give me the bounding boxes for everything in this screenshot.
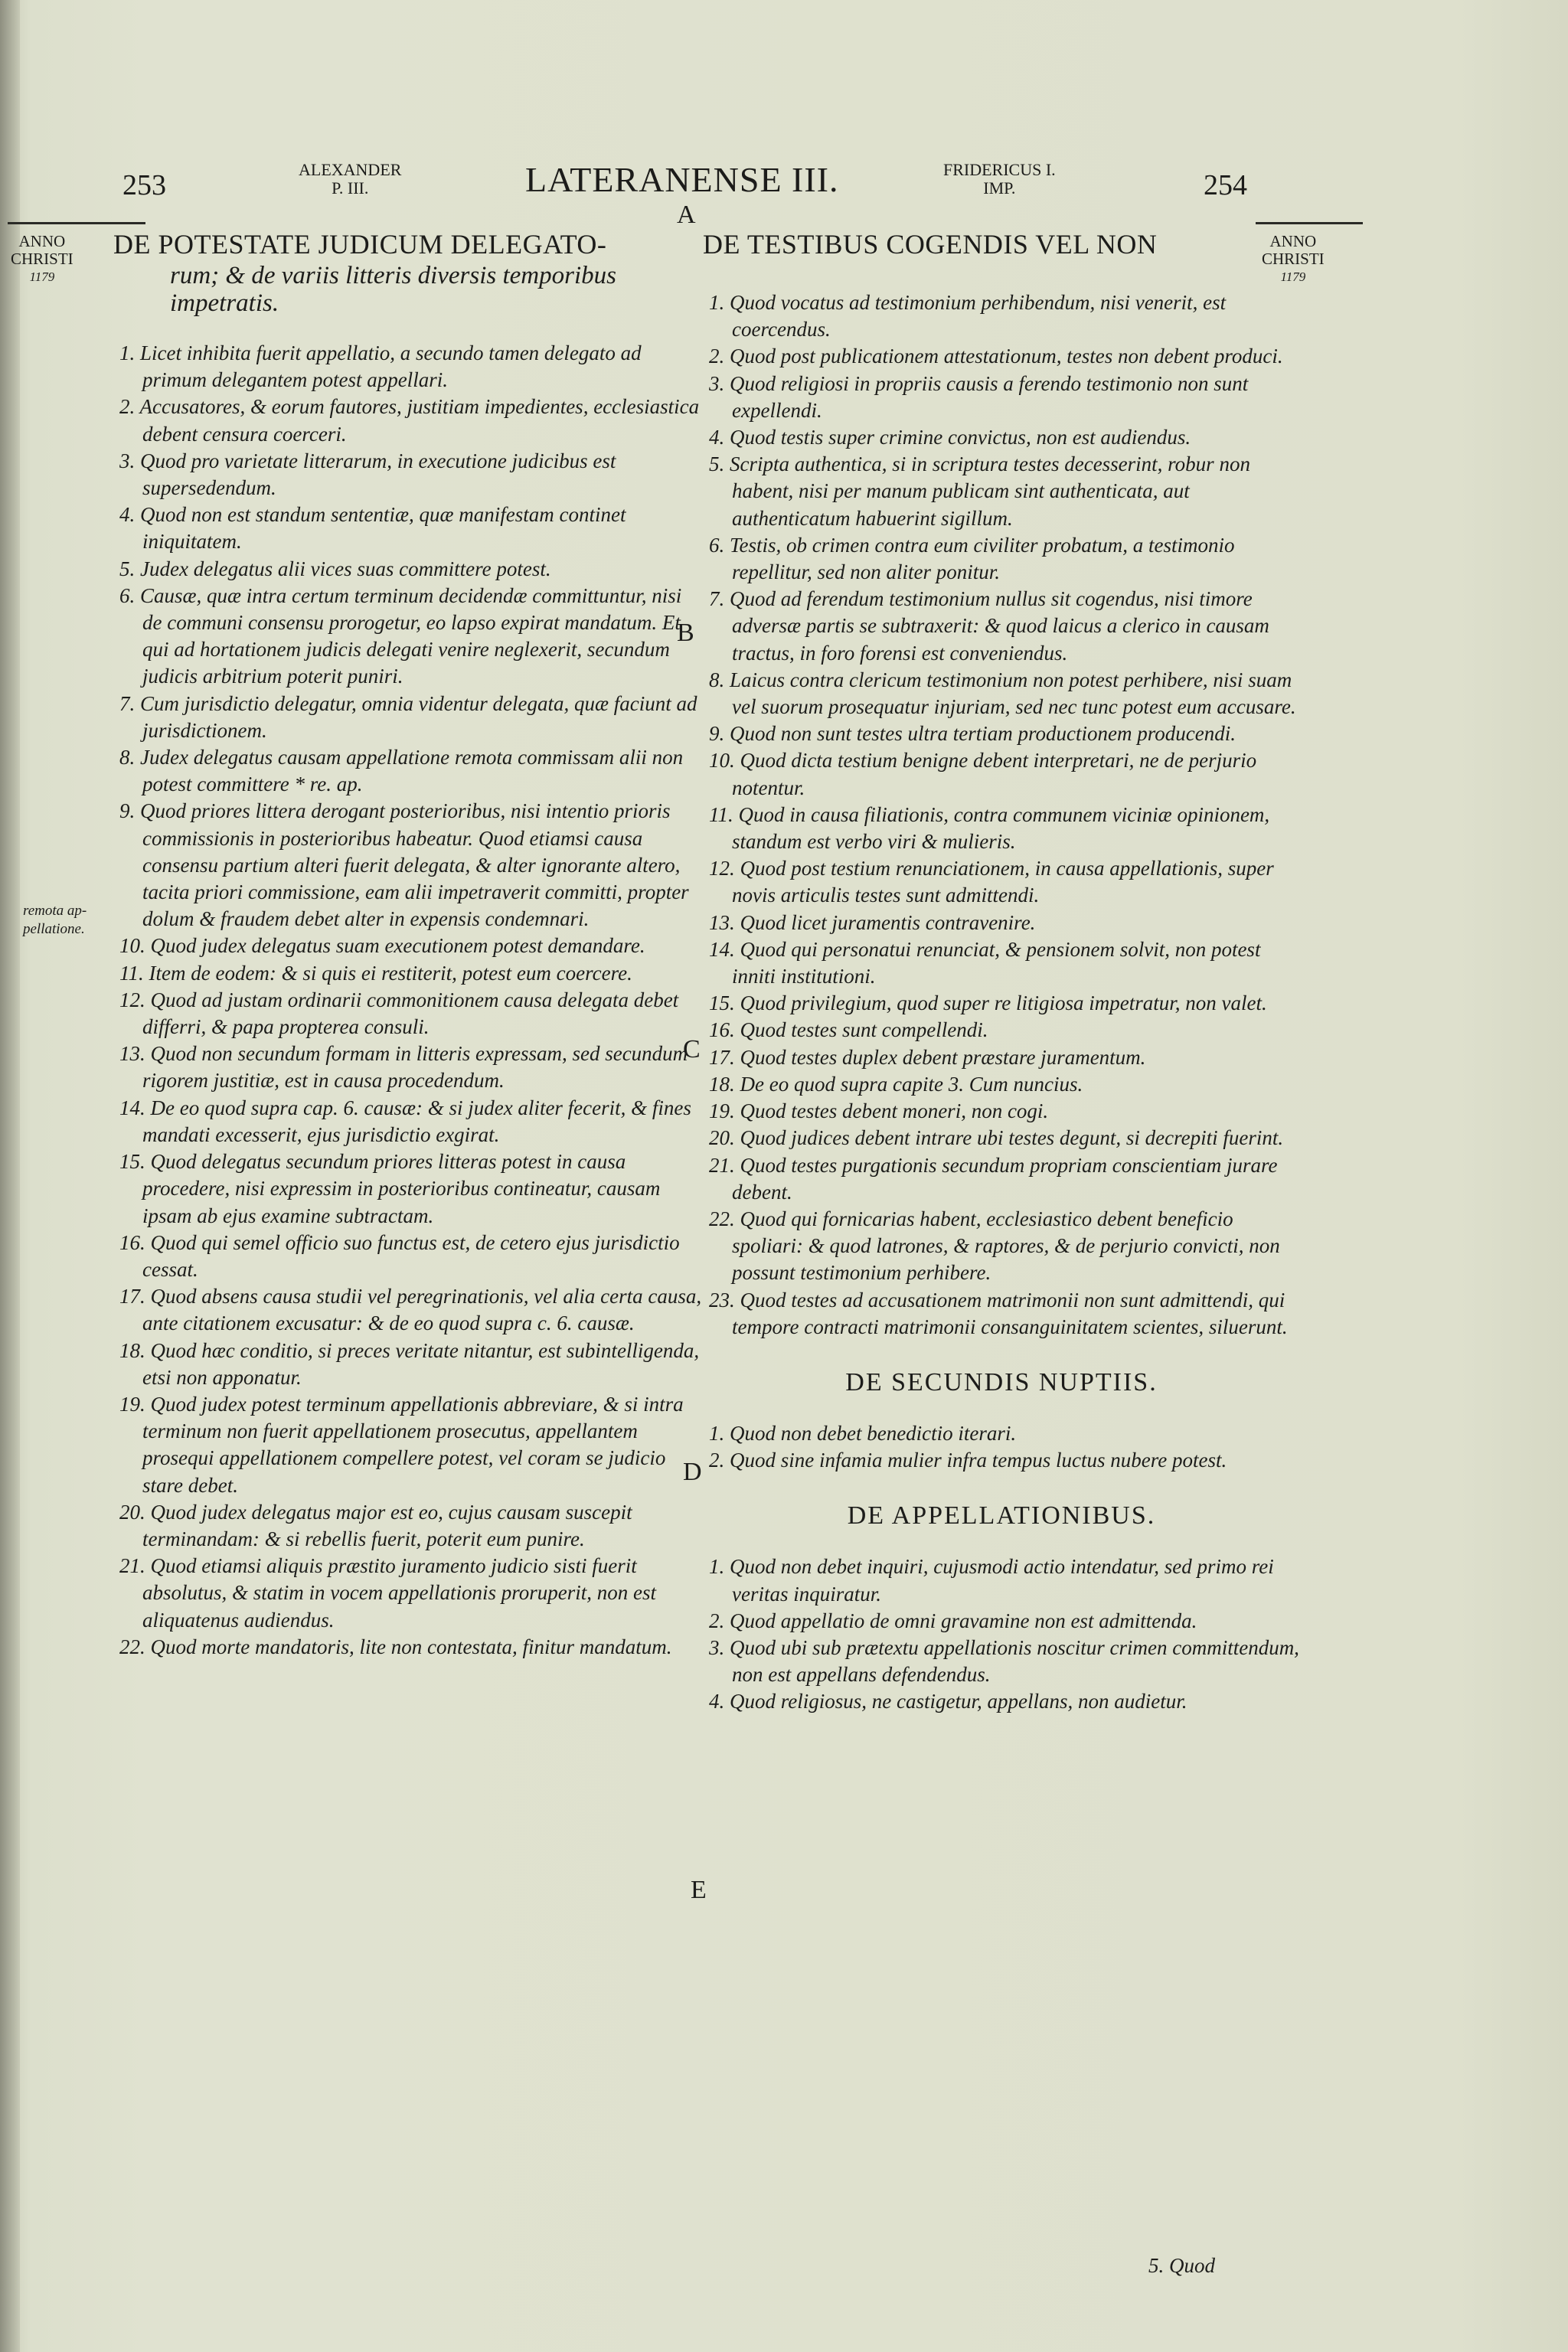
list-item: 1. Quod vocatus ad testimonium perhibendum, nisi venerit, est coercendus.: [709, 291, 1227, 341]
section-subtitle-delegates: rum; & de variis litteris diversis temporibus impetratis.: [170, 262, 616, 317]
list-item: 6. Testis, ob crimen contra eum civiliter probatum, a testimonio repellitur, sed non aliter ponitur.: [709, 533, 1235, 584]
list-item: 3. Quod religiosi in propriis causis a ferendo testimonio non sunt expellendi.: [709, 371, 1249, 422]
list-item: 5. Judex delegatus alii vices suas committere potest.: [119, 557, 551, 580]
list-item: 17. Quod absens causa studii vel peregrinationis, vel alia certa causa, ante citationem excusatur: & de eo quod supra c. 6. causæ.: [119, 1285, 702, 1335]
list-item: 15. Quod delegatus secundum priores litteras potest in causa procedere, nisi expressim in posterioribus contineatur, causam ipsam ab ejus examine subtractam.: [119, 1150, 661, 1227]
list-item: 8. Judex delegatus causam appellatione remota commissam alii non potest committere * re. ap.: [119, 746, 684, 796]
section-title-delegates: DE POTESTATE JUDICUM DELEGATO-: [113, 229, 607, 260]
anno-christi-left: [11, 233, 74, 286]
second-marriage-item-list: [703, 1420, 1300, 1474]
list-item: 2. Quod post publicationem attestationum, testes non debent produci.: [709, 345, 1283, 368]
margin-note: [23, 902, 87, 939]
section-title-second-marriage: DE SECUNDIS NUPTIIS.: [845, 1367, 1158, 1396]
page-number-left: 253: [122, 169, 166, 201]
list-item: 9. Quod non sunt testes ultra tertiam productionem producendi.: [709, 722, 1236, 746]
list-item: 15. Quod privilegium, quod super re litigiosa impetratur, non valet.: [709, 991, 1267, 1015]
council-title: LATERANENSE III.: [525, 160, 839, 199]
section-title-witnesses: DE TESTIBUS COGENDIS VEL NON: [703, 229, 1158, 260]
running-header: [0, 153, 1568, 214]
list-item: 14. Quod qui personatui renunciat, & pensionem solvit, non potest inniti institutioni.: [709, 937, 1261, 988]
year-label: 1179: [29, 270, 55, 284]
list-item: 4. Quod religiosus, ne castigetur, appellans, non audietur.: [709, 1690, 1187, 1713]
list-item: 18. Quod hæc conditio, si preces veritate nitantur, est subintelligenda, etsi non apponatur.: [119, 1338, 700, 1389]
list-item: 14. De eo quod supra cap. 6. causæ: & si judex aliter fecerit, & fines mandati excesserit, ejus jurisdictio exgirat.: [119, 1096, 691, 1146]
right-column: [703, 230, 1300, 1716]
list-item: 13. Quod licet juramentis contravenire.: [709, 910, 1036, 934]
christi-label: CHRISTI: [11, 250, 74, 268]
list-item: 17. Quod testes duplex debent præstare juramentum.: [709, 1045, 1146, 1069]
list-item: 3. Quod pro varietate litterarum, in executione judicibus est supersedendum.: [119, 449, 616, 500]
emperor-name: FRIDERICUS I.: [943, 160, 1056, 179]
list-item: 19. Quod judex potest terminum appellationis abbreviare, & si intra terminum non fuerit appellationem prosecutus, appellantem prosequi appellationem compellere potest, vel coram se judicio stare debet.: [119, 1392, 684, 1497]
book-gutter-shadow: [0, 0, 20, 2352]
list-item: 12. Quod ad justam ordinarii commonitionem causa delegata debet differri, & papa propterea consuli.: [119, 988, 679, 1039]
list-item: 20. Quod judex delegatus major est eo, cujus causam suscepit terminandam: & si rebellis fuerit, poterit eum punire.: [119, 1500, 632, 1550]
list-item: 23. Quod testes ad accusationem matrimonii non sunt admittendi, qui tempore contracti matrimonii consanguinitatem scientes, siluerunt.: [709, 1288, 1288, 1338]
list-item: 2. Quod appellatio de omni gravamine non est admittenda.: [709, 1609, 1197, 1632]
list-item: 10. Quod judex delegatus suam executionem potest demandare.: [119, 934, 645, 958]
list-item: 8. Laicus contra clericum testimonium non potest perhibere, nisi suam vel suorum prosequatur injuriam, sed nec tunc potest eum accusare.: [709, 668, 1296, 719]
header-rule-left: [8, 222, 145, 224]
section-marker-a: A: [677, 201, 696, 229]
list-item: 3. Quod ubi sub prætextu appellationis noscitur crimen committendum, non est appellans defendendus.: [709, 1635, 1299, 1687]
list-item: 7. Cum jurisdictio delegatur, omnia videntur delegata, quæ faciunt ad jurisdictionem.: [119, 691, 697, 742]
list-item: 19. Quod testes debent moneri, non cogi.: [709, 1099, 1049, 1123]
anno-label: ANNO: [1269, 232, 1317, 250]
emperor-heading: [943, 161, 1056, 198]
section-marker-d: D: [683, 1458, 702, 1486]
list-item: 13. Quod non secundum formam in litteris expressam, sed secundum rigorem justitiæ, est in causa procedendum.: [119, 1042, 688, 1093]
section-title-appeals: DE APPELLATIONIBUS.: [847, 1501, 1156, 1530]
list-item: 4. Quod testis super crimine convictus, non est audiendus.: [709, 426, 1191, 449]
list-item: 4. Quod non est standum sententiæ, quæ manifestam continet iniquitatem.: [119, 503, 626, 554]
catchword: 5. Quod: [1148, 2254, 1215, 2277]
list-item: 16. Quod testes sunt compellendi.: [709, 1018, 988, 1042]
list-item: 5. Scripta authentica, si in scriptura testes decesserint, robur non habent, nisi per manum publicam sint authenticata, aut authenticatum habuerint sigillum.: [709, 452, 1250, 530]
section-marker-e: E: [691, 1876, 707, 1904]
pope-number: P. III.: [332, 178, 369, 198]
list-item: 1. Quod non debet inquiri, cujusmodi actio intendatur, sed primo rei veritas inquiratur.: [709, 1555, 1274, 1606]
margin-note-line: remota ap-: [23, 903, 87, 919]
list-item: 11. Item de eodem: & si quis ei restiterit, potest eum coercere.: [119, 961, 632, 985]
list-item: 12. Quod post testium renunciationem, in causa appellationis, super novis articulis testes sunt admittendi.: [709, 857, 1274, 907]
list-item: 20. Quod judices debent intrare ubi testes degunt, si decrepiti fuerint.: [709, 1126, 1284, 1150]
appeals-item-list: [703, 1553, 1300, 1715]
list-item: 22. Quod qui fornicarias habent, ecclesiastico debent beneficio spoliari: & quod latrones, & raptores, & de perjurio convicti, non possunt testimonium perhibere.: [709, 1207, 1280, 1285]
list-item: 22. Quod morte mandatoris, lite non contestata, finitur mandatum.: [119, 1635, 672, 1658]
list-item: 21. Quod etiamsi aliquis præstito juramento judicio sisti fuerit absolutus, & statim in vocem appellationis proruperit, non est aliquatenus audiendus.: [119, 1554, 656, 1632]
header-rule-right: [1256, 222, 1363, 224]
list-item: 9. Quod priores littera derogant posterioribus, nisi intentio prioris commissionis in posterioribus habeatur. Quod etiamsi causa consensu partium alteri fuerit delegata, & alter ignorante altero, tacita priori commissione, eam alii impetraverit committi, propter dolum & fraudem debet alter in expensis condemnari.: [119, 799, 689, 931]
list-item: 2. Accusatores, & eorum fautores, justitiam impedientes, ecclesiastica debent censura coerceri.: [119, 395, 700, 446]
margin-note-line: pellatione.: [23, 921, 85, 937]
emperor-title: IMP.: [983, 178, 1016, 198]
page-number-right: 254: [1204, 169, 1247, 201]
list-item: 10. Quod dicta testium benigne debent interpretari, ne de perjurio notentur.: [709, 749, 1257, 799]
list-item: 2. Quod sine infamia mulier infra tempus luctus nubere potest.: [709, 1449, 1227, 1472]
witnesses-item-list: [703, 289, 1300, 1341]
list-item: 1. Licet inhibita fuerit appellatio, a secundo tamen delegato ad primum delegantem potest appellari.: [119, 341, 642, 392]
delegates-item-list: [113, 340, 703, 1661]
list-item: 21. Quod testes purgationis secundum propriam conscientiam jurare debent.: [709, 1153, 1278, 1204]
list-item: 18. De eo quod supra capite 3. Cum nuncius.: [709, 1072, 1083, 1096]
year-label: 1179: [1280, 270, 1306, 284]
section-marker-b: B: [677, 619, 694, 647]
list-item: 6. Causæ, quæ intra certum terminum decidendæ committuntur, nisi de communi consensu prorogetur, eo lapso expirat mandatum. Et qui ad hortationem judicis delegati venire neglexerit, secundum judicis arbitrium poterit puniri.: [119, 583, 682, 688]
list-item: 7. Quod ad ferendum testimonium nullus sit cogendus, nisi timore adversæ partis se subtraxerit: & quod laicus a clerico in causam tractus, in foro forensi est conveniendus.: [709, 587, 1269, 665]
left-column: [113, 230, 703, 1661]
pope-heading: [299, 161, 401, 198]
christi-label: CHRISTI: [1262, 250, 1325, 268]
list-item: 1. Quod non debet benedictio iterari.: [709, 1421, 1017, 1445]
list-item: 11. Quod in causa filiationis, contra communem viciniæ opinionem, standum est verbo viri & mulieris.: [709, 802, 1270, 854]
pope-name: ALEXANDER: [299, 160, 402, 179]
anno-label: ANNO: [18, 232, 66, 250]
list-item: 16. Quod qui semel officio suo functus est, de cetero ejus jurisdictio cessat.: [119, 1230, 680, 1281]
section-marker-c: C: [683, 1035, 701, 1063]
